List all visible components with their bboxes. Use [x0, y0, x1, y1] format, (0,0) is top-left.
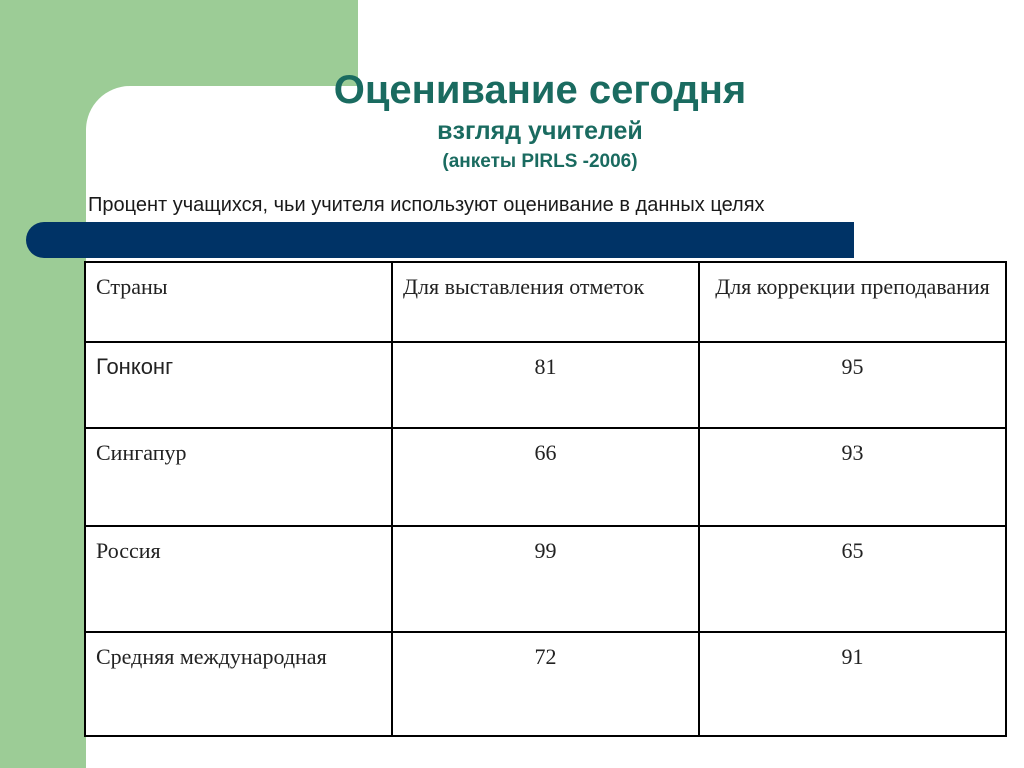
teaching-cell: 93 — [699, 428, 1006, 526]
slide-subtitle: взгляд учителей — [437, 117, 643, 145]
table-row — [85, 342, 1006, 428]
table-header-row — [85, 262, 1006, 342]
table-row — [85, 428, 1006, 526]
teaching-cell: 91 — [699, 632, 1006, 736]
slide-source-note: (анкеты PIRLS -2006) — [442, 151, 638, 172]
grading-cell: 66 — [392, 428, 699, 526]
teaching-cell: 95 — [699, 342, 1006, 428]
table-caption: Процент учащихся, чьи учителя используют оценивание в данных целях — [88, 194, 765, 216]
country-cell: Гонконг — [85, 342, 392, 428]
teaching-cell: 65 — [699, 526, 1006, 632]
header-countries: Страны — [85, 262, 392, 342]
slide-title: Оценивание сегодня — [333, 68, 747, 112]
country-cell: Средняя международная — [85, 632, 392, 736]
header-teaching-correction: Для коррекции преподавания — [699, 262, 1006, 342]
grading-cell: 72 — [392, 632, 699, 736]
decorative-bar — [26, 222, 854, 258]
grading-cell: 99 — [392, 526, 699, 632]
grading-cell: 81 — [392, 342, 699, 428]
table-row — [85, 526, 1006, 632]
header-grading: Для выставления отметок — [392, 262, 699, 342]
country-cell: Россия — [85, 526, 392, 632]
table-row — [85, 632, 1006, 736]
country-cell: Сингапур — [85, 428, 392, 526]
assessment-table — [84, 261, 1007, 737]
